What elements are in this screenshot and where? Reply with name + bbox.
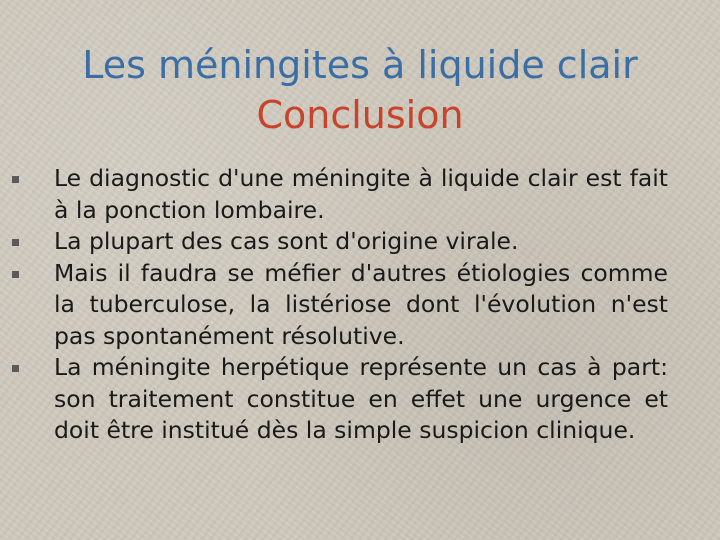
bullet-list bbox=[54, 163, 668, 447]
bullet-item bbox=[54, 258, 668, 353]
bullet-text: Le diagnostic d'une méningite à liquide clair est fait à la ponction lombaire. bbox=[54, 164, 668, 224]
square-bullet-icon bbox=[12, 271, 19, 278]
slide-title-subtitle: Conclusion bbox=[256, 93, 464, 137]
square-bullet-icon bbox=[12, 365, 19, 372]
slide-title-main: Les méningites à liquide clair bbox=[82, 43, 638, 87]
square-bullet-icon bbox=[12, 239, 19, 246]
bullet-text: La méningite herpétique représente un cas à part: son traitement constitue en effet une urgence et doit être institué dès la simple suspicion clinique. bbox=[54, 353, 668, 444]
square-bullet-icon bbox=[12, 176, 19, 183]
bullet-item bbox=[54, 352, 668, 447]
bullet-item bbox=[54, 163, 668, 226]
bullet-text: La plupart des cas sont d'origine virale. bbox=[54, 227, 519, 255]
bullet-item bbox=[54, 226, 668, 258]
slide-title bbox=[0, 40, 720, 140]
bullet-text: Mais il faudra se méfier d'autres étiologies comme la tuberculose, la listériose dont l'évolution n'est pas spontanément résolutive. bbox=[54, 258, 668, 350]
